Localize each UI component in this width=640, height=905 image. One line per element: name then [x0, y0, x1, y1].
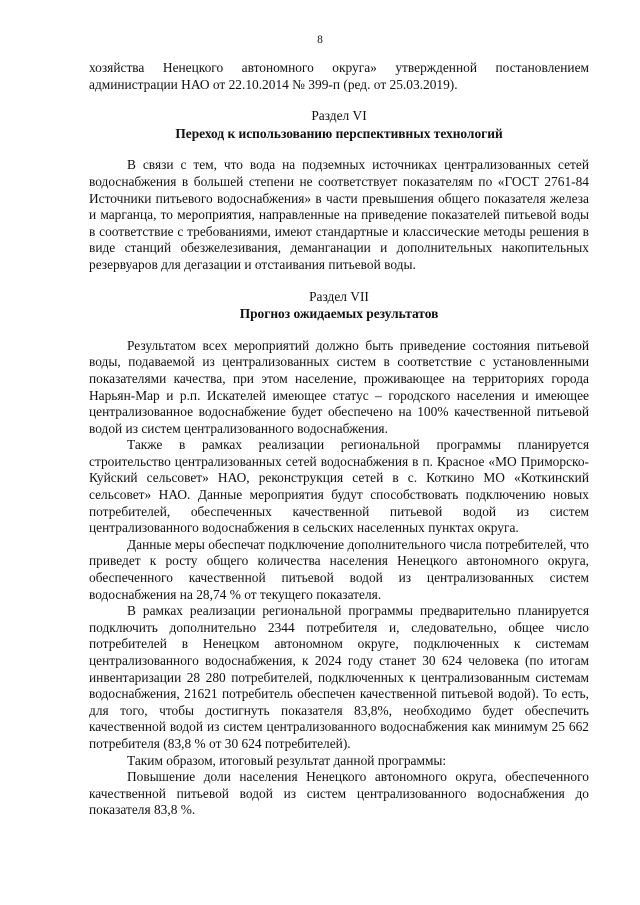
section-7-paragraph-3: Данные меры обеспечат подключение дополнительного числа потребителей, что приведет к росту общего количества населения Ненецкого автономного округа, обеспеченного качественной питьевой водой из централизованных систем водоснабжения на 28,74 % от текущего показателя. — [89, 536, 589, 602]
page-number: 8 — [317, 34, 323, 46]
section-7-paragraph-2: Также в рамках реализации региональной программы планируется строительство централизованных сетей водоснабжения в п. Красное «МО Приморско-Куйский сельсовет» НАО, реконструкция сетей в с. Коткино МО «Коткинский сельсовет» НАО. Данные мероприятия будут способствовать подключению новых потребителей, обеспеченных качественной питьевой водой из систем централизованного водоснабжения в сельских населенных пунктах округа. — [89, 437, 589, 536]
section-6-title: Переход к использованию перспективных технологий — [175, 125, 503, 141]
section-7-paragraph-4: В рамках реализации региональной программы предварительно планируется подключить дополнительно 2344 потребителя и, следовательно, общее число потребителей в Ненецком автономном округе, подключенных к системам централизованного водоснабжения, к 2024 году станет 30 624 человека (по итогам инвентаризации 28 280 потребителей, подключенных к централизованным системам водоснабжения, 21621 потребитель обеспечен качественной питьевой водой). То есть, для того, чтобы достигнуть показателя 83,8%, необходимо будет обеспечить качественной водой из систем централизованного водоснабжения как минимум 25 662 потребителя (83,8 % от 30 624 потребителей). — [89, 603, 589, 751]
document-body — [89, 60, 589, 819]
section-7-title: Прогноз ожидаемых результатов — [239, 306, 439, 322]
section-6-paragraph: В связи с тем, что вода на подземных источниках централизованных сетей водоснабжения в большей степени не соответствует показателям по «ГОСТ 2761-84 Источники питьевого водоснабжения» в части превышения общего показателя железа и марганца, то мероприятия, направленные на приведение показателей питьевой воды в соответствие с требованиями, имеют стандартные и классические методы решения в виде станций обезжелезивания, деманганации и дополнительных накопительных резервуаров для дегазации и отстаивания питьевой воды. — [89, 157, 589, 272]
section-6-label: Раздел VI — [311, 108, 367, 124]
section-7-paragraph-5: Таким образом, итоговый результат данной программы: — [127, 752, 447, 768]
section-7-label: Раздел VII — [309, 288, 369, 304]
section-7-paragraph-1: Результатом всех мероприятий должно быть приведение состояния питьевой воды, подаваемой из централизованных систем в соответствие с установленными показателями качества, при этом население, проживающее на территориях города Нарьян-Мар и р.п. Искателей имеющее статус – городского населения и имеющее централизованное водоснабжение будет обеспечено на 100% качественной питьевой водой из систем централизованного водоснабжения. — [89, 337, 589, 436]
intro-paragraph: хозяйства Ненецкого автономного округа» утвержденной постановлением администрации НАО от 22.10.2014 № 399-п (ред. от 25.03.2019). — [89, 60, 589, 92]
section-7-paragraph-6: Повышение доли населения Ненецкого автономного округа, обеспеченного качественной питьевой водой из систем централизованного водоснабжения до показателя 83,8 %. — [89, 769, 589, 818]
